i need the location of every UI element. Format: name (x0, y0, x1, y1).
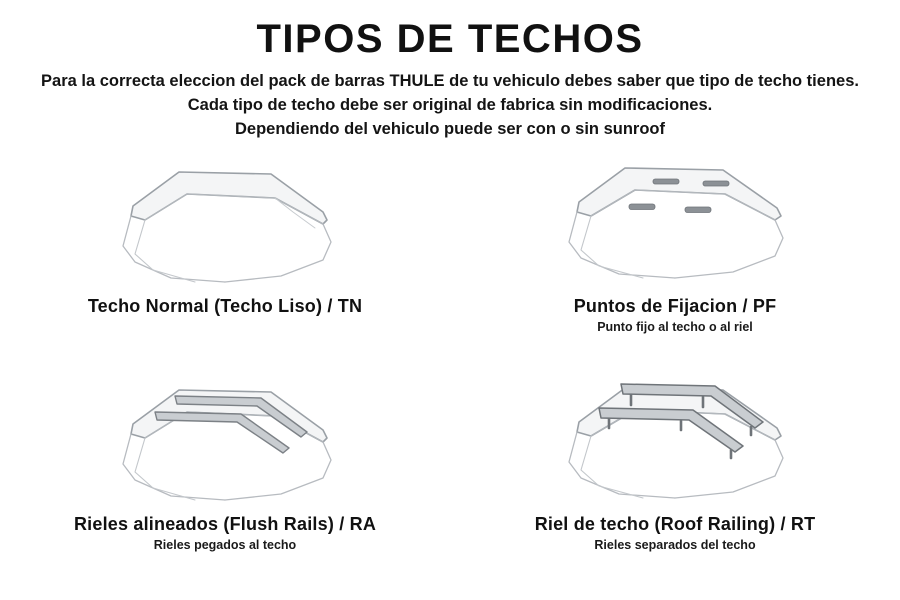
roof-type-subcaption-pf: Punto fijo al techo o al riel (597, 319, 753, 334)
subtitle-line-2: Cada tipo de techo debe ser original de fabrica sin modificaciones. (187, 95, 713, 114)
roof-type-subcaption-ra: Rieles pegados al techo (153, 537, 297, 552)
subtitle-line-3: Dependiendo del vehiculo puede ser con o sin sunroof (235, 119, 665, 138)
roof-type-card-tn (0, 148, 450, 368)
roof-type-card-rt (450, 366, 900, 586)
roof-type-caption-pf: Puntos de Fijacion / PF (573, 295, 777, 316)
car-roof-fixpoints-icon (525, 150, 825, 290)
roof-type-subcaption-rt: Rieles separados del techo (594, 537, 756, 552)
roof-type-caption-ra: Rieles alineados (Flush Rails) / RA (73, 513, 377, 534)
car-roof-flush-rails-icon (75, 368, 375, 508)
page-title: TIPOS DE TECHOS (256, 17, 644, 61)
roof-types-grid (0, 148, 900, 588)
roof-type-card-ra (0, 366, 450, 586)
car-roof-railing-icon (525, 368, 825, 508)
subtitle-line-1: Para la correcta eleccion del pack de barras THULE de tu vehiculo debes saber que tipo de techo tienes. (41, 72, 859, 90)
roof-type-caption-rt: Riel de techo (Roof Railing) / RT (534, 513, 816, 534)
roof-type-card-pf (450, 148, 900, 368)
roof-type-caption-tn: Techo Normal (Techo Liso) / TN (87, 295, 363, 316)
car-roof-plain-icon (75, 150, 375, 290)
subtitle-block (20, 70, 880, 142)
